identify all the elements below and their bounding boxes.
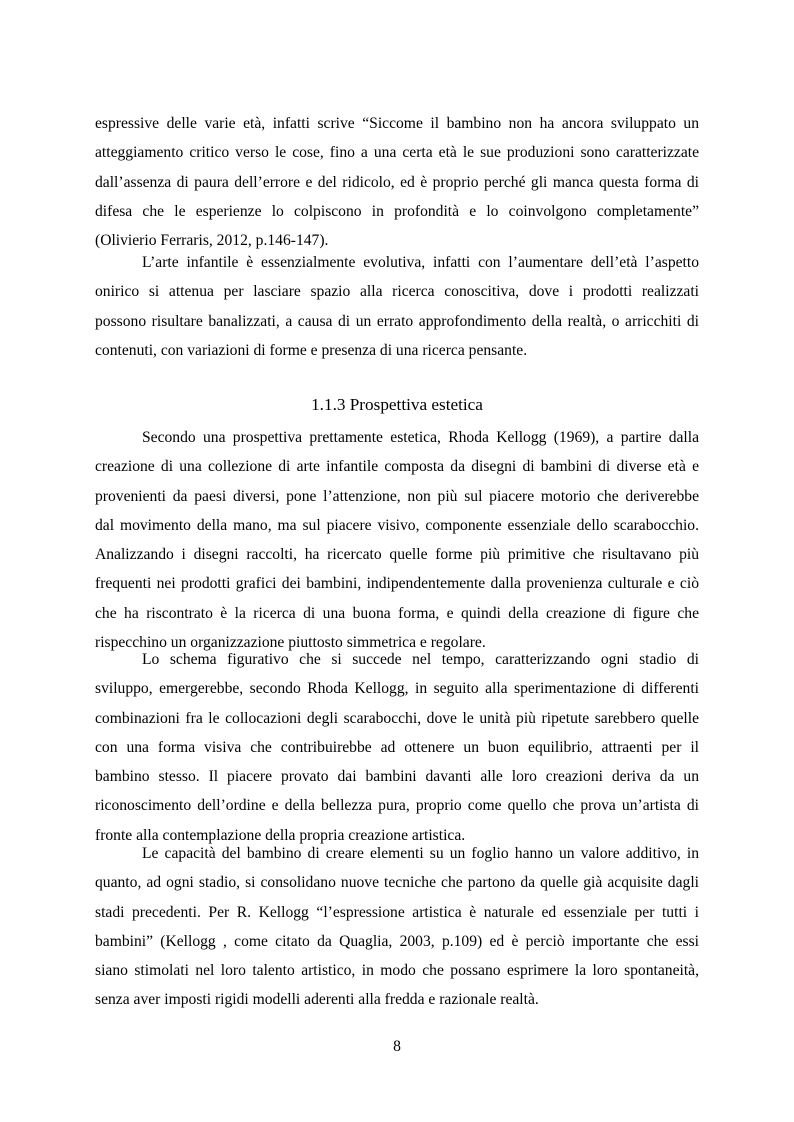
paragraph-continuation [95, 109, 699, 255]
text-line: siano stimolati nel loro talento artistico, in modo che possano esprimere la loro spontaneità, [95, 962, 699, 980]
text-line: bambino stesso. Il piacere provato dai bambini davanti alle loro creazioni deriva da un [95, 768, 699, 786]
section-heading: 1.1.3 Prospettiva estetica [311, 395, 483, 414]
text-line: difesa che le esperienze lo colpiscono in profondità e lo coinvolgono completamente” [95, 202, 699, 220]
paragraph-prospettiva-estetica [95, 423, 699, 657]
text-line: riconoscimento dell’ordine e della bellezza pura, proprio come quello che prova un’artista di [95, 797, 699, 815]
text-line: fronte alla contemplazione della propria creazione artistica. [95, 826, 466, 844]
text-line: che ha riscontrato è la ricerca di una buona forma, e quindi della creazione di figure che [95, 604, 699, 622]
paragraph-arte-infantile [95, 248, 699, 365]
text-line: possono risultare banalizzati, a causa di un errato approfondimento della realtà, o arricchiti di [95, 312, 699, 330]
paragraph-schema-figurativo [95, 645, 699, 850]
text-line: onirico si attenua per lasciare spazio alla ricerca conoscitiva, dove i prodotti realizzati [95, 283, 699, 301]
text-line: dall’assenza di paura dell’errore e del ridicolo, ed è proprio perché gli manca questa forma di [95, 173, 699, 191]
text-line: Secondo una prospettiva prettamente estetica, Rhoda Kellogg (1969), a partire dalla [142, 429, 699, 446]
text-line: stadi precedenti. Per R. Kellogg “l’espressione artistica è naturale ed essenziale per tutti i [95, 903, 699, 921]
text-line: espressive delle varie età, infatti scrive “Siccome il bambino non ha ancora sviluppato un [95, 115, 699, 132]
text-line: rispecchino un organizzazione piuttosto simmetrica e regolare. [95, 634, 486, 652]
text-line: provenienti da paesi diversi, pone l’attenzione, non più sul piacere motorio che deriverebbe [95, 487, 699, 505]
text-line: senza aver imposti rigidi modelli aderenti alla fredda e razionale realtà. [95, 991, 539, 1009]
paragraph-capacita-bambino [95, 839, 699, 1015]
text-line: quanto, ad ogni stadio, si consolidano nuove tecniche che partono da quelle già acquisite dagli [95, 874, 699, 892]
text-line: Analizzando i disegni raccolti, ha ricercato quelle forme più primitive che risultavano più [95, 546, 699, 564]
text-line: sviluppo, emergerebbe, secondo Rhoda Kellogg, in seguito alla sperimentazione di differenti [95, 680, 699, 698]
text-line: atteggiamento critico verso le cose, fino a una certa età le sue produzioni sono caratterizzate [95, 144, 699, 162]
text-line: (Olivierio Ferraris, 2012, p.146-147). [95, 232, 329, 250]
text-line: creazione di una collezione di arte infantile composta da disegni di bambini di diverse età e [95, 458, 699, 476]
text-line: bambini” (Kellogg , come citato da Quaglia, 2003, p.109) ed è perciò importante che essi [95, 932, 699, 950]
text-line: Le capacità del bambino di creare elementi su un foglio hanno un valore additivo, in [142, 845, 699, 862]
text-line: con una forma visiva che contribuirebbe ad ottenere un buon equilibrio, attraenti per il [95, 738, 699, 756]
page-number: 8 [393, 1038, 401, 1055]
text-line: L’arte infantile è essenzialmente evolutiva, infatti con l’aumentare dell’età l’aspetto [142, 254, 699, 271]
text-line: frequenti nei prodotti grafici dei bambini, indipendentemente dalla provenienza culturale e ciò [95, 575, 699, 593]
text-line: combinazioni fra le collocazioni degli scarabocchi, dove le unità più ripetute sarebbero quelle [95, 709, 699, 727]
text-line: Lo schema figurativo che si succede nel tempo, caratterizzando ogni stadio di [142, 651, 699, 668]
text-line: dal movimento della mano, ma sul piacere visivo, componente essenziale dello scarabocchio. [95, 516, 699, 534]
text-line: contenuti, con variazioni di forme e presenza di una ricerca pensante. [95, 341, 528, 359]
